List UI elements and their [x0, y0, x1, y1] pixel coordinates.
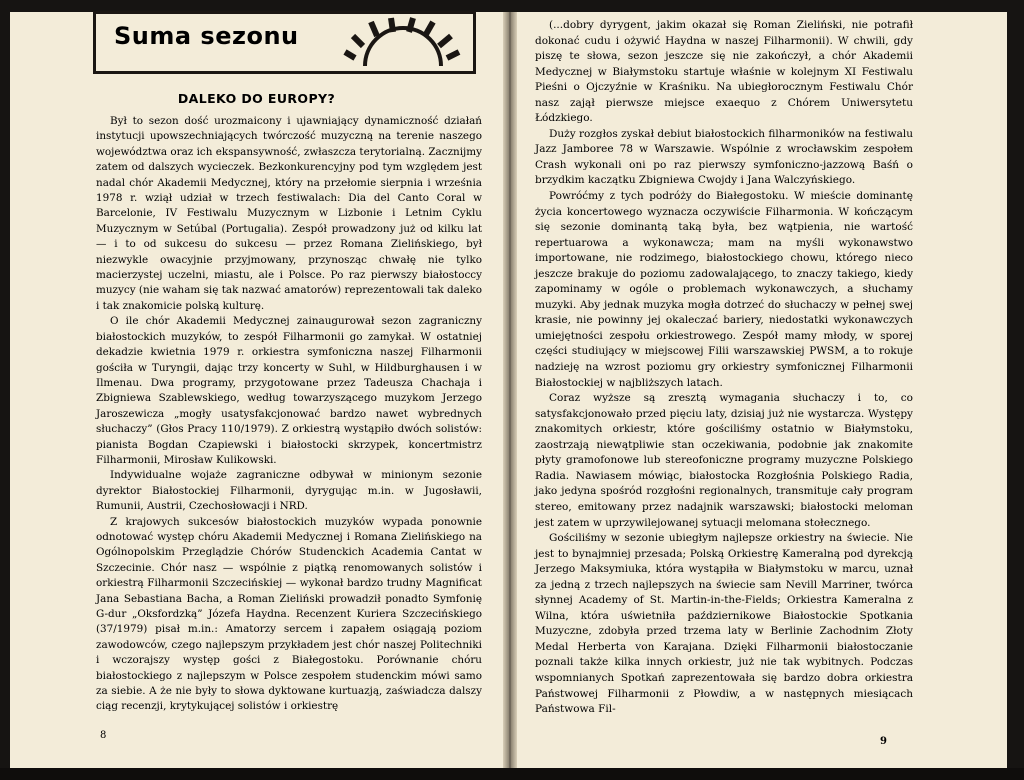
paragraph: Coraz wyższe są zresztą wymagania słuchaczy i to, co satysfakcjonowało przed pięciu laty, dzisiaj już nie wystarcza. Występy znakomitych orkiestr, które gościliśmy ostatnio w Białymstoku, zaostrzają niewątpliwie stan oczekiwania, podobnie jak znakomite płyty gramofonowe lub stereofoniczne programy muzyczne Polskiego Radia. Nawiasem mówiąc, białostocka Rozgłośnia Polskiego Radia, jako jedyna spośród rozgłośni regionalnych, transmituje cały program stereo, emitowany przez nadajnik warszawski; białostocki meloman jest zatem w uprzywilejowanej sytuacji melomana stołecznego.	[535, 392, 913, 529]
paragraph: Duży rozgłos zyskał debiut białostockich filharmoników na festiwalu Jazz Jamboree 78 w Warszawie. Wspólnie z wrocławskim zespołem Crash wykonali oni po raz pierwszy symfoniczno-jazzową Baśń o brzydkim kaczątku Zbigniewa Cwojdy i Jana Walczyńskiego.	[535, 127, 913, 187]
paragraph: O ile chór Akademii Medycznej zainaugurował sezon zagraniczny białostockich muzyków, to zespół Filharmonii go zamykał. W ostatniej dekadzie kwietnia 1979 r. orkiestra symfoniczna naszej Filharmonii gościła w Turyngii, dając trzy koncerty w Suhl, w Hildburghausen i w Ilmenau. Dwa programy, przygotowane przez Tadeusza Chachaja i Zbigniewa Szablewskiego, według towarzyszącego muzykom Jerzego Jaroszewicza „mogły usatysfakcjonować bardzo nawet wybrednych słuchaczy” (Głos Pracy 110/1979). Z orkiestrą wystąpiło dwóch solistów: pianista Bogdan Czapiewski i białostocki skrzypek, koncertmistrz Filharmonii, Mirosław Kulikowski.	[96, 315, 482, 466]
scan-bottom-edge	[0, 768, 1024, 780]
section-title: Suma sezonu	[114, 22, 299, 50]
book-spine	[503, 12, 517, 768]
page-number-right: 9	[880, 736, 887, 747]
paragraph: Powróćmy z tych podróży do Białegostoku. W mieście dominantę życia koncertowego wyznacza oczywiście Filharmonia. W kończącym się sezonie dominantą taką była, bez wątpienia, nie wartość repertuarowa a wykonawcza; mam na myśli wykonawstwo importowane, nie rodzimego, białostockiego chowu, którego nieco jeszcze brakuje do poziomu zadowalającego, to znaczy takiego, kiedy zapominamy w ogóle o problemach wykonawczych, a słuchamy muzyki. Aby jednak muzyka mogła dotrzeć do słuchaczy w pełnej swej krasie, nie powinny jej okaleczać bariery, niedostatki wykonawczych umiejętności zespołu orkiestrowego. Zespół mamy młody, w sporej części studiujący w miejscowej Filii warszawskiej PWSM, a to rokuje nadzieję na wzrost poziomu gry orkiestry symfonicznej Filharmonii Białostockiej w najbliższych latach.	[535, 190, 913, 389]
paragraph: Był to sezon dość urozmaicony i ujawniający dynamiczność działań instytucji upowszechniających twórczość muzyczną na terenie naszego województwa oraz ich ekspansywność, zwłaszcza terytorialną. Zacznijmy zatem od dalszych wycieczek. Bezkonkurencyjny pod tym względem jest nadal chór Akademii Medycznej, który na przełomie sierpnia i września 1978 r. wziął udział w trzech festiwalach: Dia del Canto Coral w Barcelonie, IV Festiwalu Muzycznym w Lizbonie i Letnim Cyklu Muzycznym w Setúbal (Portugalia). Zespół prowadzony już od kilku lat — i to od sukcesu do sukcesu — przez Romana Zielińskiego, był niezwykle owacyjnie przyjmowany, przynosząc chwałę nie tylko macierzystej uczelni, miastu, ale i Polsce. Po raz pierwszy białostoccy muzycy (nie waham się tak nazwać amatorów) reprezentowali tak daleko i tak znakomicie polską kulturę.	[96, 115, 482, 312]
page-number-left: 8	[100, 730, 107, 741]
section-header-box	[93, 11, 476, 74]
right-text-column	[535, 18, 913, 718]
paragraph: Z krajowych sukcesów białostockich muzyków wypada ponownie odnotować występ chóru Akademii Medycznej i Romana Zielińskiego na Ogólnopolskim Przeglądzie Chórów Studenckich Academia Cantat w Szczecinie. Chór nasz — wspólnie z piątką renomowanych solistów i orkiestrą Filharmonii Szczecińskiej — wykonał bardzo trudny Magnificat Jana Sebastiana Bacha, a Roman Zieliński prowadził ponadto Symfonię G-dur „Oksfordzką” Józefa Haydna. Recenzent Kuriera Szczecińskiego (37/1979) pisał m.in.: Amatorzy sercem i zapałem osiągają poziom zawodowców, czego najlepszym przykładem jest chór naszej Politechniki i wczorajszy występ gości z Białegostoku. Porównanie chóru białostockiego z najlepszym w Polsce zespołem studenckim mówi samo za siebie. A że nie były to słowa dyktowane kurtuazją, zaświadcza dalszy ciąg recenzji, krytykującej solistów i orkiestrę	[96, 515, 482, 713]
paragraph: Gościliśmy w sezonie ubiegłym najlepsze orkiestry na świecie. Nie jest to bynajmniej przesada; Polską Orkiestrę Kameralną pod dyrekcją Jerzego Maksymiuka, która wystąpiła w Białymstoku w marcu, uznał za jedną z trzech najlepszych na świecie sam Nevill Marriner, twórca słynnej Academy of St. Martin-in-the-Fields; Orkiestra Kameralna z Wilna, która uświetniła październikowe Białostockie Spotkania Muzyczne, zdobyła przed trzema laty w Berlinie Zachodnim Złoty Medal Herberta von Karajana. Dzięki Filharmonii białostoczanie poznali także kilka innych orkiestr, już nie tak wybitnych. Podczas wspomnianych Spotkań zaprezentowała się bardzo dobra orkiestra Państwowej Filharmonii z Płowdiw, a w następnych miesiącach Państwowa Fil-	[535, 532, 913, 716]
left-text-column	[96, 114, 482, 715]
paragraph: Indywidualne wojaże zagraniczne odbywał w minionym sezonie dyrektor Białostockiej Filharmonii, dyrygując m.in. w Jugosławii, Rumunii, Austrii, Czechosłowacji i NRD.	[96, 469, 482, 513]
sunrise-icon	[343, 16, 463, 68]
article-heading: DALEKO DO EUROPY?	[177, 91, 336, 106]
paragraph: (...dobry dyrygent, jakim okazał się Roman Zieliński, nie potrafił dokonać cudu i ożywić Haydna w naszej Filharmonii). W chwili, gdy piszę te słowa, sezon jeszcze się nie zakończył, a chór Akademii Medycznej w Białymstoku startuje właśnie w kolejnym XI Festiwalu Pieśni o Ojczyźnie w Kraśniku. Na ubiegłorocznym Festiwalu Chór nasz zajął pierwsze miejsce exaequo z Chórem Uniwersytetu Łódzkiego.	[535, 19, 913, 125]
